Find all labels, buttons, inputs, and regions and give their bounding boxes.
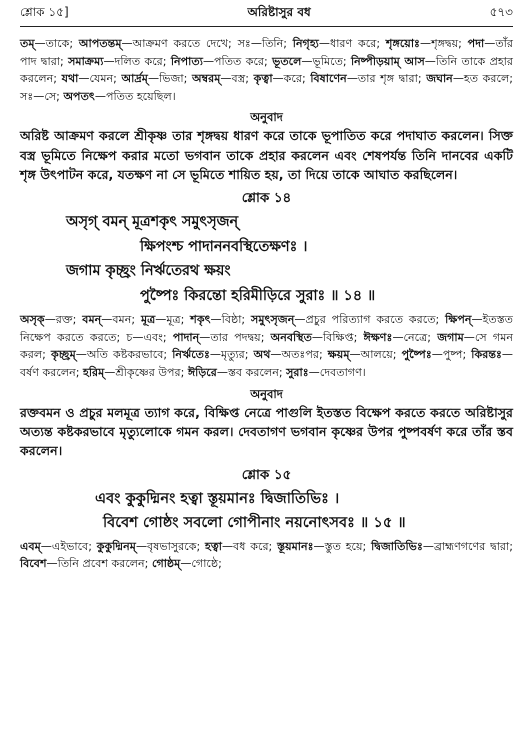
verse-14-line-3: জগাম কৃচ্ছ্রং নির্ঋতেরথ ক্ষয়ং [66, 263, 231, 280]
verse-15-heading: শ্লোক ১৫ [241, 467, 292, 483]
translation-verse-14: রক্তবমন ও প্রচুর মলমূত্র ত্যাগ করে, বিক্ষিপ্ত নেত্রে পাগুলি ইতস্তত বিক্ষেপ করতে করতে অরিষ্টাসুর অত্যন্ত কষ্টকরভাবে মৃত্যুলোকে গমন করল। দেবতাগণ ভগবান কৃষ্ণের উপর পুষ্পবর্ষণ করে তাঁর স্তব করলেন। [20, 404, 513, 459]
verse-14-line-4: পুষ্পৈঃ কিরন্তো হরিমীড়িরে সুরাঃ ॥ ১৪ ॥ [140, 287, 376, 304]
verse-15-text [20, 487, 513, 535]
translation-heading-14: অনুবাদ [250, 386, 283, 401]
verse-14-line-2: ক্ষিপংশ্চ পাদাননবস্থিতেক্ষণঃ । [140, 238, 308, 255]
synonyms-verse-14: অসৃক্—রক্ত; বমন্—বমন; মূত্র—মূত্র; শকৃৎ—বিষ্ঠা; সমুৎসৃজন্—প্রচুর পরিত্যাগ করতে করতে; ক্ষিপন্—ইতস্তত নিক্ষেপ করতে করতে; চ—এবং; পাদান্—তার পদদ্বয়; অনবস্থিত—বিক্ষিপ্ত; ঈক্ষণঃ—নেত্রে; জগাম—সে গমন করল; কৃচ্ছ্রম্—অতি কষ্টকরভাবে; নির্ঋতেঃ—মৃত্যুর; অথ—অতঃপর; ক্ষয়ম্—আলয়ে; পুষ্পৈঃ—পুষ্প; কিরন্তঃ—বর্ষণ করলেন; হরিম্—শ্রীকৃষ্ণের উপর; ঈড়িরে—স্তব করলেন; সুরাঃ—দেবতাগণ। [20, 313, 513, 380]
header-page-number: ৫৭৩ [489, 5, 513, 19]
synonyms-verse-15: এবম্—এইভাবে; কুকুদ্মিনম্—বৃষভাসুরকে; হত্বা—বধ করে; স্তূয়মানঃ—স্তুত হয়ে; দ্বিজাতিভিঃ—ব্রাহ্মণগণের দ্বারা; বিবেশ—তিনি প্রবেশ করলেন; গোষ্ঠম্—গোষ্ঠে; [20, 539, 513, 571]
page-header [20, 6, 513, 27]
synonyms-verse-13: তম্—তাকে; আপতন্তম্—আক্রমণ করতে দেখে; সঃ—তিনি; নিগৃহ্য—ধারণ করে; শৃঙ্গয়োঃ—শৃঙ্গদ্বয়; পদা—তাঁর পাদ দ্বারা; সমাক্রম্য—দলিত করে; নিপাত্য—পতিত করে; ভূতলে—ভূমিতে; নিষ্পীড়য়াম্ আস—তিনি তাকে প্রহার করলেন; যথা—যেমন; আর্দ্রম্—ভিজা; অম্বরম্—বস্ত্র; কৃত্বা—করে; বিষাণেন—তার শৃঙ্গ দ্বারা; জঘান—হত করলে; সঃ—সে; অপতৎ—পতিত হয়েছিল। [20, 37, 513, 103]
verse-14-text [20, 210, 513, 308]
verse-15-line-1: এবং কুকুদ্মিনং হত্বা স্তূয়মানঃ দ্বিজাতিভিঃ । [95, 489, 340, 507]
header-verse-ref: শ্লোক ১৫] [20, 5, 69, 19]
translation-heading-13: অনুবাদ [250, 110, 283, 125]
verse-14-line-1: অসৃগ্ বমন্ মূত্রশকৃৎ সমুৎসৃজন্ [66, 214, 239, 231]
header-chapter-title: অরিষ্টাসুর বধ [247, 5, 311, 19]
translation-verse-13: অরিষ্ট আক্রমণ করলে শ্রীকৃষ্ণ তার শৃঙ্গদ্বয় ধারণ করে তাকে ভূপাতিত করে পদাঘাত করলেন। সিক্ত বস্ত্র ভূমিতে নিক্ষেপ করার মতো ভগবান তাকে প্রহার করলেন এবং শেষপর্যন্ত তিনি দানবের একটি শৃঙ্গ উৎপাটন করে, যতক্ষণ না সে ভূমিতে শায়িত হয়, তা দিয়ে তাকে আঘাত করছিলেন। [20, 128, 513, 182]
verse-15-line-2: বিবেশ গোষ্ঠং সবলো গোপীনাং নয়নোৎসবঃ ॥ ১৫ ॥ [103, 513, 406, 531]
verse-14-heading: শ্লোক ১৪ [241, 191, 292, 207]
